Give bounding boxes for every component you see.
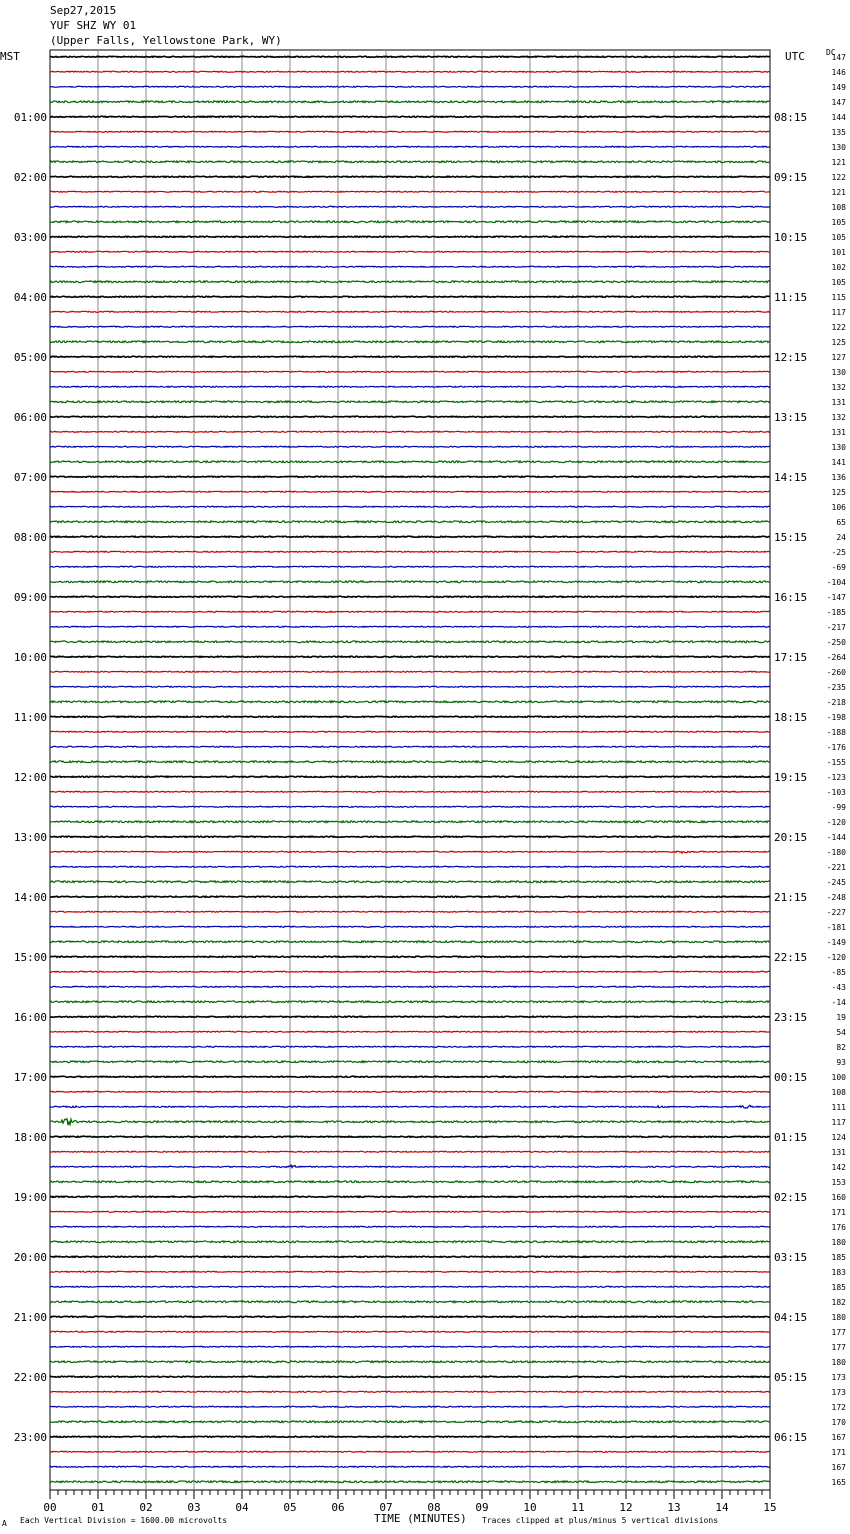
scale-note: Each Vertical Division = 1600.00 microvolts xyxy=(20,1516,228,1525)
seismic-trace xyxy=(50,1001,770,1003)
dc-offset-label: 100 xyxy=(831,1072,846,1082)
left-hour-label: 08:00 xyxy=(13,530,47,544)
seismic-trace xyxy=(50,686,770,687)
seismic-trace xyxy=(50,206,770,207)
dc-offset-label: -120 xyxy=(826,952,846,962)
x-tick-label: 09 xyxy=(475,1501,489,1514)
right-hour-label: 11:15 xyxy=(774,290,808,304)
dc-offset-label: 149 xyxy=(831,82,846,92)
left-hour-label: 19:00 xyxy=(13,1190,47,1204)
seismic-trace xyxy=(50,1031,770,1032)
dc-offset-label: 101 xyxy=(831,247,846,257)
dc-offset-label: 141 xyxy=(831,457,846,467)
dc-offset-label: 108 xyxy=(831,1087,846,1097)
right-hour-label: 01:15 xyxy=(774,1130,808,1144)
dc-offset-label: 102 xyxy=(831,262,846,272)
left-hour-label: 18:00 xyxy=(13,1130,47,1144)
seismic-trace xyxy=(50,1301,770,1303)
dc-offset-label: -120 xyxy=(826,817,846,827)
dc-offset-label: 180 xyxy=(831,1357,846,1367)
left-timezone-label: MST xyxy=(0,50,20,63)
dc-offset-label: 131 xyxy=(831,1147,846,1157)
dc-offset-label: 111 xyxy=(831,1102,846,1112)
x-tick-label: 11 xyxy=(571,1501,585,1514)
right-hour-label: 05:15 xyxy=(774,1370,808,1384)
dc-offset-label: 108 xyxy=(831,202,846,212)
seismic-trace xyxy=(50,836,770,837)
dc-offset-label: 122 xyxy=(831,322,846,332)
seismic-trace xyxy=(50,866,770,867)
right-hour-label: 21:15 xyxy=(774,890,808,904)
left-hour-label: 09:00 xyxy=(13,590,47,604)
dc-offset-label: -144 xyxy=(826,832,846,842)
seismic-trace xyxy=(50,1466,770,1467)
dc-offset-label: 93 xyxy=(836,1057,846,1067)
seismic-trace xyxy=(50,56,770,57)
dc-offset-label: 105 xyxy=(831,232,846,242)
dc-offset-label: 185 xyxy=(831,1282,846,1292)
dc-offset-label: 65 xyxy=(836,517,846,527)
dc-offset-label: 180 xyxy=(831,1312,846,1322)
dc-offset-label: 121 xyxy=(831,157,846,167)
corner-mark: A xyxy=(2,1519,7,1528)
dc-offset-label: -250 xyxy=(826,637,846,647)
left-hour-label: 21:00 xyxy=(13,1310,47,1324)
left-hour-label: 15:00 xyxy=(13,950,47,964)
seismic-trace xyxy=(50,146,770,147)
seismic-trace xyxy=(50,1316,770,1317)
dc-offset-label: 146 xyxy=(831,67,846,77)
x-tick-label: 03 xyxy=(187,1501,201,1514)
seismic-trace xyxy=(50,176,770,177)
seismic-trace xyxy=(50,1091,770,1092)
left-hour-label: 17:00 xyxy=(13,1070,47,1084)
right-hour-label: 02:15 xyxy=(774,1190,808,1204)
dc-offset-label: 105 xyxy=(831,217,846,227)
dc-offset-label: -147 xyxy=(826,592,846,602)
dc-offset-label: 171 xyxy=(831,1447,846,1457)
x-tick-label: 00 xyxy=(43,1501,57,1514)
seismic-trace xyxy=(50,971,770,972)
dc-offset-label: 124 xyxy=(831,1132,846,1142)
seismic-trace xyxy=(50,386,770,387)
right-hour-label: 06:15 xyxy=(774,1430,808,1444)
dc-offset-label: 130 xyxy=(831,442,846,452)
seismic-trace xyxy=(50,851,770,853)
left-hour-label: 13:00 xyxy=(13,830,47,844)
dc-offset-label: -260 xyxy=(826,667,846,677)
x-tick-label: 12 xyxy=(619,1501,633,1514)
seismic-trace xyxy=(50,1451,770,1452)
left-hour-label: 01:00 xyxy=(13,110,47,124)
seismic-trace xyxy=(50,1376,770,1377)
seismic-trace xyxy=(50,1105,770,1108)
right-hour-label: 03:15 xyxy=(774,1250,808,1264)
dc-offset-label: 105 xyxy=(831,277,846,287)
seismic-trace xyxy=(50,101,770,103)
right-hour-label: 22:15 xyxy=(774,950,808,964)
x-tick-label: 02 xyxy=(139,1501,153,1514)
seismic-trace xyxy=(50,881,770,883)
seismic-trace xyxy=(50,1286,770,1287)
x-tick-label: 10 xyxy=(523,1501,537,1514)
seismic-trace xyxy=(50,1346,770,1347)
seismic-trace xyxy=(50,1016,770,1017)
dc-offset-label: 180 xyxy=(831,1237,846,1247)
right-hour-label: 15:15 xyxy=(774,530,808,544)
right-hour-label: 18:15 xyxy=(774,710,808,724)
seismic-trace xyxy=(50,1256,770,1257)
dc-offset-label: 24 xyxy=(836,532,846,542)
left-hour-label: 03:00 xyxy=(13,230,47,244)
seismic-trace xyxy=(50,896,770,897)
left-hour-label: 22:00 xyxy=(13,1370,47,1384)
left-hour-label: 04:00 xyxy=(13,290,47,304)
seismic-trace xyxy=(50,746,770,747)
dc-offset-label: 125 xyxy=(831,337,846,347)
dc-offset-label: 171 xyxy=(831,1207,846,1217)
seismic-trace xyxy=(50,296,770,297)
dc-offset-label: -245 xyxy=(826,877,846,887)
seismic-trace xyxy=(50,311,770,312)
header-date: Sep27,2015 xyxy=(50,4,117,17)
seismic-trace xyxy=(50,191,770,192)
seismic-trace xyxy=(50,521,770,523)
right-hour-label: 13:15 xyxy=(774,410,808,424)
dc-offset-label: -185 xyxy=(826,607,846,617)
seismic-trace xyxy=(50,236,770,237)
dc-offset-label: 54 xyxy=(836,1027,846,1037)
seismic-trace xyxy=(50,626,770,627)
dc-offset-label: 177 xyxy=(831,1342,846,1352)
seismic-trace xyxy=(50,1436,770,1437)
dc-offset-label: 115 xyxy=(831,292,846,302)
right-hour-label: 23:15 xyxy=(774,1010,808,1024)
seismic-trace xyxy=(50,611,770,612)
left-hour-label: 20:00 xyxy=(13,1250,47,1264)
dc-offset-label: 147 xyxy=(831,52,846,62)
dc-offset-label: -99 xyxy=(831,802,846,812)
seismic-trace xyxy=(50,911,770,912)
seismic-trace xyxy=(50,551,770,552)
seismic-trace xyxy=(50,461,770,463)
seismic-trace xyxy=(50,281,770,283)
dc-offset-label: 130 xyxy=(831,367,846,377)
seismic-trace xyxy=(50,416,770,417)
dc-offset-label: -264 xyxy=(826,652,846,662)
dc-offset-label: 136 xyxy=(831,472,846,482)
dc-offset-label: 135 xyxy=(831,127,846,137)
dc-offset-label: 132 xyxy=(831,382,846,392)
x-tick-label: 05 xyxy=(283,1501,297,1514)
seismic-trace xyxy=(50,581,770,583)
dc-offset-label: 173 xyxy=(831,1387,846,1397)
x-tick-label: 15 xyxy=(763,1501,777,1514)
dc-offset-label: 132 xyxy=(831,412,846,422)
right-hour-label: 04:15 xyxy=(774,1310,808,1324)
right-hour-label: 19:15 xyxy=(774,770,808,784)
seismic-trace xyxy=(50,1331,770,1332)
seismic-trace xyxy=(50,566,770,567)
dc-offset-label: -198 xyxy=(826,712,846,722)
dc-offset-label: 117 xyxy=(831,1117,846,1127)
seismic-trace xyxy=(50,956,770,957)
dc-offset-label: 183 xyxy=(831,1267,846,1277)
x-tick-label: 07 xyxy=(379,1501,393,1514)
plot-frame xyxy=(50,50,770,1490)
seismic-trace xyxy=(50,1481,770,1483)
dc-offset-label: -104 xyxy=(826,577,846,587)
dc-offset-label: -149 xyxy=(826,937,846,947)
seismic-trace xyxy=(50,536,770,537)
x-tick-label: 13 xyxy=(667,1501,681,1514)
seismic-trace xyxy=(50,641,770,643)
dc-offset-label: 144 xyxy=(831,112,846,122)
dc-offset-label: -123 xyxy=(826,772,846,782)
dc-offset-label: -25 xyxy=(831,547,846,557)
seismic-trace xyxy=(50,1165,770,1167)
dc-offset-label: -221 xyxy=(826,862,846,872)
seismic-trace xyxy=(50,476,770,477)
dc-offset-label: 142 xyxy=(831,1162,846,1172)
dc-offset-label: -176 xyxy=(826,742,846,752)
seismic-trace xyxy=(50,326,770,327)
seismic-trace xyxy=(50,1241,770,1243)
seismic-trace xyxy=(50,1406,770,1407)
dc-offset-label: 176 xyxy=(831,1222,846,1232)
dc-offset-label: -188 xyxy=(826,727,846,737)
x-tick-label: 06 xyxy=(331,1501,345,1514)
dc-offset-label: 185 xyxy=(831,1252,846,1262)
seismic-trace xyxy=(50,71,770,72)
right-hour-label: 20:15 xyxy=(774,830,808,844)
left-hour-label: 10:00 xyxy=(13,650,47,664)
dc-offset-label: 106 xyxy=(831,502,846,512)
dc-offset-label: -69 xyxy=(831,562,846,572)
seismic-trace xyxy=(50,1061,770,1063)
right-hour-label: 14:15 xyxy=(774,470,808,484)
right-hour-label: 09:15 xyxy=(774,170,808,184)
seismic-trace xyxy=(50,1361,770,1363)
seismic-trace xyxy=(50,1391,770,1392)
dc-offset-label: 165 xyxy=(831,1477,846,1487)
seismic-trace xyxy=(50,761,770,763)
seismic-trace xyxy=(50,1076,770,1077)
seismic-trace xyxy=(50,491,770,492)
dc-offset-label: 131 xyxy=(831,397,846,407)
seismic-trace xyxy=(50,131,770,132)
seismic-trace xyxy=(50,86,770,87)
dc-offset-label: 147 xyxy=(831,97,846,107)
dc-offset-label: 117 xyxy=(831,307,846,317)
seismic-trace xyxy=(50,596,770,597)
left-hour-label: 11:00 xyxy=(13,710,47,724)
seismic-trace xyxy=(50,1226,770,1227)
seismic-trace xyxy=(50,776,770,777)
seismic-trace xyxy=(50,701,770,703)
dc-offset-label: 121 xyxy=(831,187,846,197)
dc-header-label: DC xyxy=(826,48,836,57)
dc-offset-label: -155 xyxy=(826,757,846,767)
seismic-trace xyxy=(50,506,770,507)
seismic-trace xyxy=(50,1181,770,1183)
seismic-trace xyxy=(50,821,770,823)
dc-offset-label: 82 xyxy=(836,1042,846,1052)
trace-group xyxy=(50,56,770,1482)
left-hour-label: 06:00 xyxy=(13,410,47,424)
dc-offset-label: -180 xyxy=(826,847,846,857)
seismic-trace xyxy=(50,806,770,807)
seismic-trace xyxy=(50,1136,770,1137)
right-hour-label: 00:15 xyxy=(774,1070,808,1084)
dc-offset-label: 153 xyxy=(831,1177,846,1187)
left-hour-label: 02:00 xyxy=(13,170,47,184)
dc-offset-label: 127 xyxy=(831,352,846,362)
seismic-trace xyxy=(50,431,770,432)
right-hour-label: 08:15 xyxy=(774,110,808,124)
dc-offset-label: 131 xyxy=(831,427,846,437)
header-location: (Upper Falls, Yellowstone Park, WY) xyxy=(50,34,282,47)
left-hour-label: 12:00 xyxy=(13,770,47,784)
right-timezone-label: UTC xyxy=(785,50,805,63)
seismic-trace xyxy=(50,941,770,943)
label-group xyxy=(0,48,846,1528)
seismic-trace xyxy=(50,1151,770,1152)
seismic-trace xyxy=(50,1119,770,1125)
x-tick-label: 14 xyxy=(715,1501,729,1514)
seismic-trace xyxy=(50,986,770,987)
seismic-trace xyxy=(50,656,770,657)
dc-offset-label: -217 xyxy=(826,622,846,632)
seismic-trace xyxy=(50,671,770,672)
seismic-trace xyxy=(50,221,770,223)
seismic-trace xyxy=(50,1196,770,1197)
seismic-trace xyxy=(50,116,770,117)
dc-offset-label: 173 xyxy=(831,1372,846,1382)
seismic-trace xyxy=(50,791,770,792)
seismic-trace xyxy=(50,251,770,252)
seismic-trace xyxy=(50,356,770,357)
left-hour-label: 23:00 xyxy=(13,1430,47,1444)
seismic-trace xyxy=(50,716,770,717)
header-station: YUF SHZ WY 01 xyxy=(50,19,137,32)
dc-offset-label: 170 xyxy=(831,1417,846,1427)
dc-offset-label: 167 xyxy=(831,1432,846,1442)
dc-offset-label: -227 xyxy=(826,907,846,917)
seismic-trace xyxy=(50,731,770,732)
dc-offset-label: -85 xyxy=(831,967,846,977)
dc-offset-label: 172 xyxy=(831,1402,846,1412)
dc-offset-label: 177 xyxy=(831,1327,846,1337)
seismic-trace xyxy=(50,371,770,372)
dc-offset-label: -14 xyxy=(831,997,846,1007)
dc-offset-label: -43 xyxy=(831,982,846,992)
seismic-trace xyxy=(50,161,770,163)
x-tick-label: 01 xyxy=(91,1501,105,1514)
dc-offset-label: 167 xyxy=(831,1462,846,1472)
dc-offset-label: 122 xyxy=(831,172,846,182)
dc-offset-label: 125 xyxy=(831,487,846,497)
dc-offset-label: -235 xyxy=(826,682,846,692)
right-hour-label: 17:15 xyxy=(774,650,808,664)
right-hour-label: 12:15 xyxy=(774,350,808,364)
right-hour-label: 10:15 xyxy=(774,230,808,244)
dc-offset-label: -181 xyxy=(826,922,846,932)
left-hour-label: 07:00 xyxy=(13,470,47,484)
seismic-trace xyxy=(50,926,770,927)
x-axis-title: TIME (MINUTES) xyxy=(374,1512,467,1525)
dc-offset-label: -248 xyxy=(826,892,846,902)
clip-note: Traces clipped at plus/minus 5 vertical divisions xyxy=(482,1516,719,1525)
seismic-trace xyxy=(50,401,770,403)
left-hour-label: 14:00 xyxy=(13,890,47,904)
seismic-trace xyxy=(50,1211,770,1212)
seismic-trace xyxy=(50,341,770,343)
dc-offset-label: 182 xyxy=(831,1297,846,1307)
dc-offset-label: 130 xyxy=(831,142,846,152)
dc-offset-label: -218 xyxy=(826,697,846,707)
right-hour-label: 16:15 xyxy=(774,590,808,604)
seismic-trace xyxy=(50,1271,770,1272)
seismic-trace xyxy=(50,1046,770,1047)
seismic-trace xyxy=(50,1421,770,1423)
dc-offset-label: 160 xyxy=(831,1192,846,1202)
seismic-trace xyxy=(50,446,770,447)
dc-offset-label: 19 xyxy=(836,1012,846,1022)
x-tick-label: 04 xyxy=(235,1501,249,1514)
left-hour-label: 05:00 xyxy=(13,350,47,364)
x-tick-label: 08 xyxy=(427,1501,441,1514)
seismic-trace xyxy=(50,266,770,267)
left-hour-label: 16:00 xyxy=(13,1010,47,1024)
dc-offset-label: -103 xyxy=(826,787,846,797)
